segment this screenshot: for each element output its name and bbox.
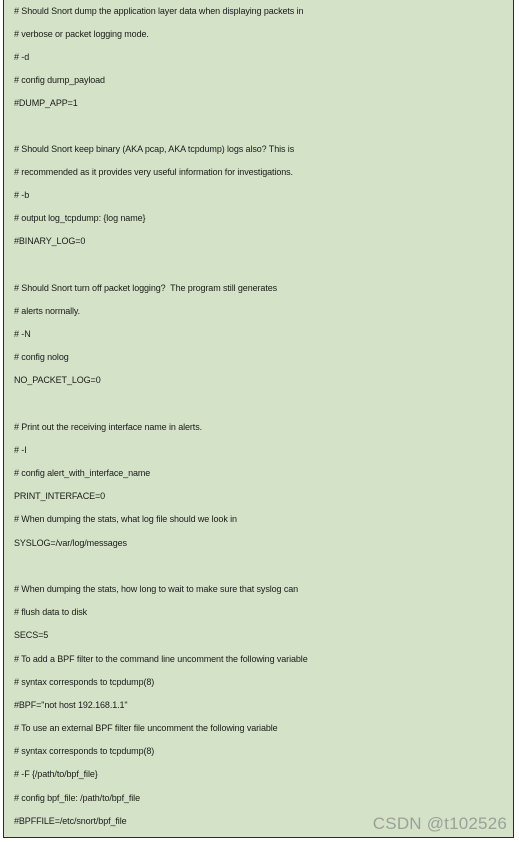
- config-line: # recommended as it provides very useful information for investigations.: [14, 167, 293, 177]
- config-line: # Should Snort dump the application layer data when displaying packets in: [14, 6, 304, 16]
- config-line: # alerts normally.: [14, 306, 81, 316]
- config-line: # -d: [14, 52, 30, 62]
- config-line: #BINARY_LOG=0: [14, 236, 86, 246]
- config-line: #BPFFILE=/etc/snort/bpf_file: [14, 816, 127, 826]
- config-line: # Should Snort turn off packet logging? The program still generates: [14, 283, 278, 293]
- config-line: # syntax corresponds to tcpdump(8): [14, 677, 155, 687]
- config-line: #DUMP_APP=1: [14, 98, 78, 108]
- config-line: NO_PACKET_LOG=0: [14, 375, 101, 385]
- config-line: # syntax corresponds to tcpdump(8): [14, 746, 155, 756]
- config-line: # Should Snort keep binary (AKA pcap, AKA tcpdump) logs also? This is: [14, 144, 295, 154]
- config-line: # verbose or packet logging mode.: [14, 29, 149, 39]
- config-line: # -N: [14, 329, 31, 339]
- config-line: PRINT_INTERFACE=0: [14, 491, 106, 501]
- config-line: # -b: [14, 190, 30, 200]
- config-line: SECS=5: [14, 630, 49, 640]
- config-panel: [3, 0, 514, 838]
- config-line: # output log_tcpdump: {log name}: [14, 213, 146, 223]
- config-line: # To use an external BPF filter file uncomment the following variable: [14, 723, 278, 733]
- config-line: # -F {/path/to/bpf_file}: [14, 769, 98, 779]
- config-line: # To add a BPF filter to the command line uncomment the following variable: [14, 654, 308, 664]
- config-line: # config dump_payload: [14, 75, 105, 85]
- config-line: #BPF="not host 192.168.1.1": [14, 700, 128, 710]
- config-line: # flush data to disk: [14, 607, 88, 617]
- config-line: # config nolog: [14, 352, 69, 362]
- config-line: # config bpf_file: /path/to/bpf_file: [14, 793, 140, 803]
- config-line: SYSLOG=/var/log/messages: [14, 538, 127, 548]
- config-line: # config alert_with_interface_name: [14, 468, 151, 478]
- config-line: # When dumping the stats, what log file should we look in: [14, 514, 237, 524]
- config-line: # Print out the receiving interface name in alerts.: [14, 422, 203, 432]
- config-line: # -I: [14, 445, 27, 455]
- csdn-watermark: CSDN @t102526: [372, 814, 507, 833]
- config-line: # When dumping the stats, how long to wait to make sure that syslog can: [14, 584, 299, 594]
